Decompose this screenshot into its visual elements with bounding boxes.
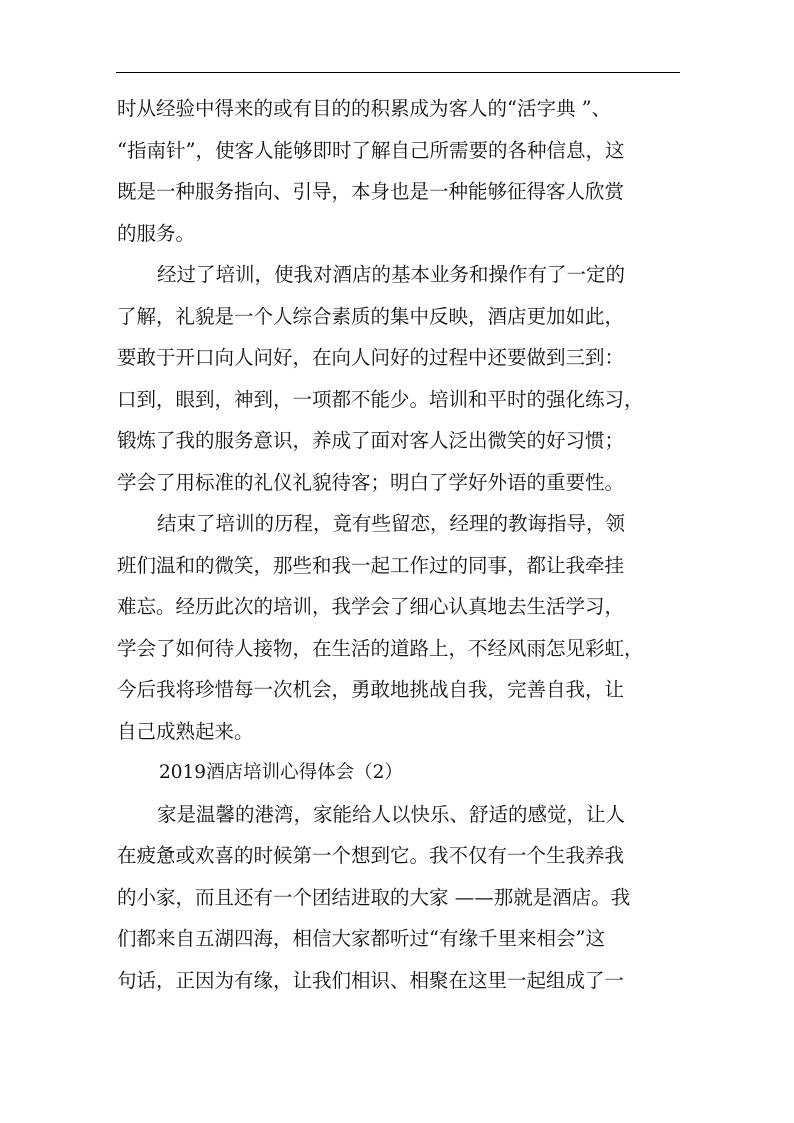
text-line: 难忘。经历此次的培训，我学会了细心认真地去生活学习， bbox=[117, 595, 625, 618]
text-line: 家是温馨的港湾，家能给人以快乐、舒适的感觉，让人 bbox=[157, 802, 626, 826]
document-body bbox=[117, 88, 680, 1001]
text-line: 的服务。 bbox=[117, 221, 196, 245]
text-line: 自己成熟起来。 bbox=[117, 719, 254, 743]
section-heading-text: 2019酒店培训心得体会（2） bbox=[159, 762, 403, 783]
text-line: 的小家，而且还有一个团结进取的大家 ——那就是酒店。我 bbox=[117, 885, 631, 909]
text-line: 时从经验中得来的或有目的的积累成为客人的“活字典 ”、 bbox=[117, 97, 612, 120]
text-line: 句话，正因为有缘，让我们相识、相聚在这里一起组成了一 bbox=[117, 968, 625, 992]
text-line: 学会了用标准的礼仪礼貌待客；明白了学好外语的重要性。 bbox=[117, 470, 625, 494]
paragraph bbox=[117, 254, 680, 503]
text-line: 学会了如何待人接物，在生活的道路上，不经风雨怎见彩虹， bbox=[117, 636, 644, 660]
paragraph bbox=[117, 794, 680, 1002]
text-line: “指南针”，使客人能够即时了解自己所需要的各种信息，这 bbox=[117, 138, 625, 162]
text-line: 经过了培训，使我对酒店的基本业务和操作有了一定的 bbox=[157, 263, 626, 286]
text-line: 在疲惫或欢喜的时候第一个想到它。我不仅有一个生我养我 bbox=[117, 844, 625, 867]
text-line: 班们温和的微笑，那些和我一起工作过的同事，都让我牵挂 bbox=[117, 553, 625, 577]
text-line: 们都来自五湖四海，相信大家都听过“有缘千里来相会”这 bbox=[117, 927, 605, 950]
header-rule bbox=[116, 72, 680, 73]
text-line: 口到，眼到，神到，一项都不能少。培训和平时的强化练习， bbox=[117, 387, 644, 411]
text-line: 锻炼了我的服务意识，养成了面对客人泛出微笑的好习惯； bbox=[117, 429, 625, 452]
text-line: 既是一种服务指向、引导，本身也是一种能够征得客人欣赏 bbox=[117, 180, 625, 203]
section-heading bbox=[117, 752, 680, 794]
text-line: 今后我将珍惜每一次机会，勇敢地挑战自我，完善自我，让 bbox=[117, 678, 625, 701]
text-line: 要敢于开口向人问好，在向人问好的过程中还要做到三到： bbox=[117, 346, 625, 369]
text-line: 结束了培训的历程，竟有些留恋，经理的教诲指导，领 bbox=[157, 512, 626, 535]
paragraph bbox=[117, 88, 680, 254]
text-line: 了解，礼貌是一个人综合素质的集中反映，酒店更加如此， bbox=[117, 304, 625, 328]
paragraph bbox=[117, 503, 680, 752]
